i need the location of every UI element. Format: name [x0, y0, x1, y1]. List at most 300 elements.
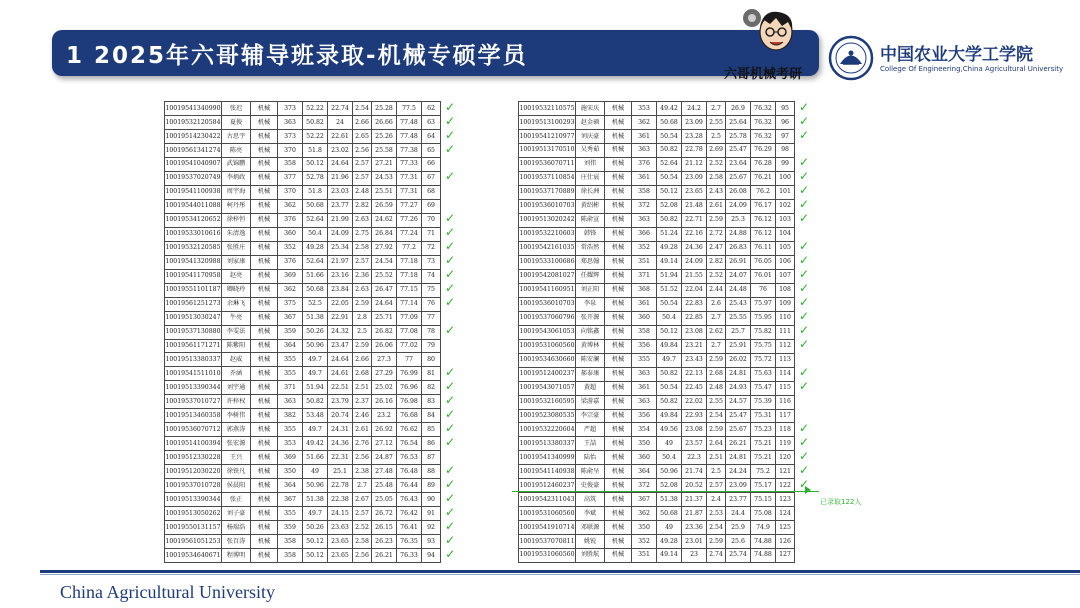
- extra-score-cell: 2.56: [353, 451, 372, 465]
- check-mark-icon: ✓: [444, 366, 456, 379]
- final-score-cell: 77.33: [397, 158, 422, 172]
- retest-score-cell: 22.93: [682, 409, 707, 423]
- score-weighted-cell: 50.68: [657, 116, 682, 130]
- admitted-check-icon: [441, 102, 460, 116]
- student-name-cell: 陈俞呈: [576, 465, 605, 479]
- total-score-cell: 356: [632, 339, 657, 353]
- final-score-cell: 76.68: [397, 409, 422, 423]
- total-score-cell: 364: [278, 339, 303, 353]
- mascot-caption: 六哥机械考研: [724, 67, 803, 82]
- check-mark-icon: ✓: [444, 478, 456, 491]
- total-score-cell: 375: [278, 297, 303, 311]
- score-weighted-cell: 51.38: [303, 311, 328, 325]
- rank-cell: 82: [422, 381, 441, 395]
- total-score-cell: 361: [632, 171, 657, 185]
- extra-score-cell: 2.59: [707, 353, 726, 367]
- major-cell: 机械: [605, 353, 632, 367]
- table-row: [165, 423, 460, 437]
- total-score-cell: 363: [278, 116, 303, 130]
- total-score-cell: 361: [632, 381, 657, 395]
- extra-score-cell: 2.51: [353, 381, 372, 395]
- retest-weighted-cell: 26.91: [726, 255, 751, 269]
- score-weighted-cell: 50.82: [303, 116, 328, 130]
- final-score-cell: 77.31: [397, 185, 422, 199]
- extra-score-cell: 2.5: [707, 465, 726, 479]
- retest-score-cell: 22.3: [682, 451, 707, 465]
- retest-score-cell: 24.09: [328, 227, 353, 241]
- table-row: [519, 409, 814, 423]
- extra-score-cell: 2.7: [707, 311, 726, 325]
- extra-score-cell: 2.66: [353, 353, 372, 367]
- student-name-cell: 程博明: [222, 549, 251, 563]
- cutoff-arrow-icon: [805, 486, 811, 494]
- check-mark-icon: ✓: [444, 492, 456, 505]
- major-cell: 机械: [605, 325, 632, 339]
- admitted-check-icon: [441, 171, 460, 185]
- retest-weighted-cell: 25.9: [726, 521, 751, 535]
- check-mark-icon: ✓: [798, 478, 810, 491]
- extra-score-cell: 2.4: [707, 493, 726, 507]
- student-id-cell: 10019542161035: [519, 241, 576, 255]
- student-id-cell: 10019531060560: [519, 339, 576, 353]
- admitted-check-icon: [441, 353, 460, 367]
- admitted-check-icon: [795, 465, 814, 479]
- admitted-check-icon: [441, 409, 460, 423]
- retest-score-cell: 25.1: [328, 465, 353, 479]
- final-score-cell: 76.29: [751, 144, 776, 158]
- admitted-check-icon: [441, 199, 460, 213]
- check-mark-icon: ✓: [444, 255, 456, 268]
- admitted-check-icon: [441, 158, 460, 172]
- admitted-check-icon: [795, 325, 814, 339]
- retest-score-cell: 23.77: [328, 199, 353, 213]
- student-name-cell: 郝泰康: [576, 367, 605, 381]
- total-score-cell: 361: [632, 297, 657, 311]
- retest-weighted-cell: 24.81: [726, 451, 751, 465]
- score-weighted-cell: 50.54: [657, 171, 682, 185]
- total-score-cell: 372: [632, 479, 657, 493]
- score-weighted-cell: 51.8: [303, 144, 328, 158]
- retest-weighted-cell: 25.02: [372, 381, 397, 395]
- final-score-cell: 76.28: [751, 157, 776, 171]
- table-row: [519, 437, 814, 451]
- final-score-cell: 76.44: [397, 479, 422, 493]
- check-mark-icon: ✓: [444, 464, 456, 477]
- table-row: [519, 311, 814, 325]
- retest-weighted-cell: 26.59: [372, 199, 397, 213]
- retest-score-cell: 23.43: [682, 353, 707, 367]
- major-cell: 机械: [605, 171, 632, 185]
- retest-score-cell: 23: [682, 549, 707, 563]
- score-weighted-cell: 51.94: [657, 269, 682, 283]
- major-cell: 机械: [605, 311, 632, 325]
- total-score-cell: 352: [632, 241, 657, 255]
- rank-cell: 68: [422, 185, 441, 199]
- major-cell: 机械: [251, 158, 278, 172]
- major-cell: 机械: [251, 493, 278, 507]
- major-cell: 机械: [251, 297, 278, 311]
- score-weighted-cell: 52.22: [303, 130, 328, 144]
- rank-cell: 100: [776, 171, 795, 185]
- total-score-cell: 360: [632, 311, 657, 325]
- student-name-cell: 王兴: [222, 451, 251, 465]
- banner-title: 1 2025年六哥辅导班录取-机械专硕学员: [66, 43, 528, 69]
- score-weighted-cell: 50.68: [303, 199, 328, 213]
- extra-score-cell: 2.6: [707, 297, 726, 311]
- final-score-cell: 76.99: [397, 367, 422, 381]
- rank-cell: 80: [422, 353, 441, 367]
- final-score-cell: 77.02: [397, 339, 422, 353]
- major-cell: 机械: [605, 227, 632, 241]
- admitted-check-icon: [441, 367, 460, 381]
- major-cell: 机械: [605, 549, 632, 563]
- retest-weighted-cell: 25.58: [372, 144, 397, 158]
- retest-weighted-cell: 25.74: [726, 549, 751, 563]
- major-cell: 机械: [605, 213, 632, 227]
- student-name-cell: 梁游嘉: [576, 395, 605, 409]
- title-banner: [52, 30, 819, 76]
- extra-score-cell: 2.52: [707, 157, 726, 171]
- retest-score-cell: 21.97: [328, 255, 353, 269]
- major-cell: 机械: [605, 437, 632, 451]
- student-id-cell: 10019542311043: [519, 493, 576, 507]
- student-id-cell: 10019541511010: [165, 367, 222, 381]
- admitted-check-icon: [441, 549, 460, 563]
- extra-score-cell: 2.55: [707, 395, 726, 409]
- retest-weighted-cell: 27.12: [372, 437, 397, 451]
- table-row: [165, 535, 460, 549]
- final-score-cell: 76.43: [397, 493, 422, 507]
- score-weighted-cell: 49.28: [657, 535, 682, 549]
- rank-cell: 119: [776, 437, 795, 451]
- table-row: [519, 130, 814, 144]
- retest-score-cell: 24.15: [328, 507, 353, 521]
- retest-score-cell: 25.34: [328, 241, 353, 255]
- student-id-cell: 10019512400237: [519, 367, 576, 381]
- score-weighted-cell: 50.82: [303, 395, 328, 409]
- retest-weighted-cell: 24.93: [726, 381, 751, 395]
- rank-cell: 123: [776, 493, 795, 507]
- total-score-cell: 366: [632, 227, 657, 241]
- retest-score-cell: 22.13: [682, 367, 707, 381]
- final-score-cell: 75.31: [751, 409, 776, 423]
- final-score-cell: 77: [397, 353, 422, 367]
- extra-score-cell: 2.59: [353, 297, 372, 311]
- table-row: [165, 325, 460, 339]
- admitted-check-icon: [441, 521, 460, 535]
- rank-cell: 127: [776, 549, 795, 563]
- student-id-cell: 10019541160951: [519, 283, 576, 297]
- score-weighted-cell: 52.64: [303, 213, 328, 227]
- total-score-cell: 373: [278, 130, 303, 144]
- student-id-cell: 10019543061053: [519, 325, 576, 339]
- check-mark-icon: ✓: [798, 129, 810, 142]
- rank-cell: 120: [776, 451, 795, 465]
- check-mark-icon: ✓: [444, 115, 456, 128]
- student-id-cell: 10019537170889: [519, 185, 576, 199]
- final-score-cell: 77.08: [397, 325, 422, 339]
- extra-score-cell: 2.65: [353, 130, 372, 144]
- retest-weighted-cell: 25.67: [726, 423, 751, 437]
- score-weighted-cell: 50.26: [303, 521, 328, 535]
- score-weighted-cell: 50.68: [657, 507, 682, 521]
- retest-weighted-cell: 26.06: [372, 339, 397, 353]
- major-cell: 机械: [605, 157, 632, 171]
- rank-cell: 122: [776, 479, 795, 493]
- student-name-cell: 乔涵: [222, 367, 251, 381]
- major-cell: 机械: [605, 367, 632, 381]
- table-row: [519, 213, 814, 227]
- score-weighted-cell: 49.7: [657, 353, 682, 367]
- extra-score-cell: 2.75: [353, 227, 372, 241]
- total-score-cell: 355: [278, 367, 303, 381]
- major-cell: 机械: [605, 409, 632, 423]
- score-weighted-cell: 49.14: [657, 549, 682, 563]
- extra-score-cell: 2.61: [707, 199, 726, 213]
- student-name-cell: 陈紫阳: [222, 339, 251, 353]
- admitted-check-icon: [795, 227, 814, 241]
- student-name-cell: 武锦鹏: [222, 158, 251, 172]
- major-cell: 机械: [251, 451, 278, 465]
- retest-weighted-cell: 26.84: [372, 227, 397, 241]
- rank-cell: 72: [422, 241, 441, 255]
- extra-score-cell: 2.74: [707, 549, 726, 563]
- university-logo-icon: [828, 35, 874, 81]
- score-weighted-cell: 50.12: [657, 325, 682, 339]
- student-id-cell: 10019513380337: [165, 353, 222, 367]
- student-id-cell: 10019541210977: [519, 130, 576, 144]
- table-row: [519, 451, 814, 465]
- score-weighted-cell: 49.42: [303, 437, 328, 451]
- total-score-cell: 363: [632, 395, 657, 409]
- major-cell: 机械: [605, 269, 632, 283]
- rank-cell: 101: [776, 185, 795, 199]
- rank-cell: 70: [422, 213, 441, 227]
- retest-score-cell: 22.45: [682, 381, 707, 395]
- retest-score-cell: 20.52: [682, 479, 707, 493]
- rank-cell: 64: [422, 130, 441, 144]
- final-score-cell: 75.72: [751, 353, 776, 367]
- score-weighted-cell: 50.68: [303, 283, 328, 297]
- retest-score-cell: 21.55: [682, 269, 707, 283]
- score-weighted-cell: 50.54: [657, 130, 682, 144]
- student-id-cell: 10019537010727: [165, 395, 222, 409]
- check-mark-icon: ✓: [798, 436, 810, 449]
- student-name-cell: 吴秀茹: [576, 144, 605, 158]
- check-mark-icon: ✓: [798, 339, 810, 352]
- retest-score-cell: 24.36: [328, 437, 353, 451]
- student-id-cell: 10019533010616: [165, 227, 222, 241]
- retest-weighted-cell: 25.55: [726, 311, 751, 325]
- final-score-cell: 76.12: [751, 213, 776, 227]
- extra-score-cell: 2.57: [707, 479, 726, 493]
- admitted-check-icon: [795, 255, 814, 269]
- score-weighted-cell: 52.08: [657, 479, 682, 493]
- final-score-cell: 75.95: [751, 311, 776, 325]
- retest-score-cell: 21.48: [682, 199, 707, 213]
- table-row: [165, 102, 460, 116]
- student-name-cell: 严超: [576, 423, 605, 437]
- student-id-cell: 10019513020242: [519, 213, 576, 227]
- major-cell: 机械: [605, 144, 632, 158]
- retest-score-cell: 24.36: [682, 241, 707, 255]
- score-weighted-cell: 51.66: [303, 269, 328, 283]
- major-cell: 机械: [605, 521, 632, 535]
- student-id-cell: 10019561171271: [165, 339, 222, 353]
- check-mark-icon: ✓: [798, 115, 810, 128]
- student-name-cell: 陈安澜: [576, 353, 605, 367]
- total-score-cell: 362: [278, 199, 303, 213]
- student-name-cell: 施宋庆: [576, 102, 605, 116]
- student-id-cell: 10019512460237: [519, 479, 576, 493]
- extra-score-cell: 2.48: [707, 381, 726, 395]
- check-mark-icon: ✓: [444, 171, 456, 184]
- admitted-check-icon: [441, 535, 460, 549]
- student-id-cell: 10019536070711: [519, 157, 576, 171]
- score-weighted-cell: 49: [657, 437, 682, 451]
- check-mark-icon: ✓: [798, 381, 810, 394]
- table-row: [519, 395, 814, 409]
- rank-cell: 75: [422, 283, 441, 297]
- total-score-cell: 350: [278, 465, 303, 479]
- check-mark-icon: ✓: [798, 422, 810, 435]
- rank-cell: 115: [776, 381, 795, 395]
- table-row: [165, 353, 460, 367]
- admitted-check-icon: [441, 339, 460, 353]
- student-id-cell: 10019544011088: [165, 199, 222, 213]
- major-cell: 机械: [251, 116, 278, 130]
- final-score-cell: 76.62: [397, 423, 422, 437]
- extra-score-cell: 2.68: [353, 367, 372, 381]
- student-id-cell: 10019523080535: [519, 409, 576, 423]
- table-row: [165, 549, 460, 563]
- retest-score-cell: 24.64: [328, 353, 353, 367]
- retest-weighted-cell: 25.6: [726, 535, 751, 549]
- total-score-cell: 359: [278, 325, 303, 339]
- score-weighted-cell: 52.64: [657, 157, 682, 171]
- student-name-cell: 刘正阳: [576, 283, 605, 297]
- retest-weighted-cell: 25.67: [726, 171, 751, 185]
- total-score-cell: 355: [278, 507, 303, 521]
- student-id-cell: 10019532110575: [519, 102, 576, 116]
- extra-score-cell: 2.59: [707, 213, 726, 227]
- score-weighted-cell: 49.28: [657, 241, 682, 255]
- admitted-check-icon: [441, 185, 460, 199]
- total-score-cell: 355: [278, 423, 303, 437]
- extra-score-cell: 2.5: [707, 130, 726, 144]
- score-weighted-cell: 49: [657, 521, 682, 535]
- check-mark-icon: ✓: [798, 213, 810, 226]
- retest-weighted-cell: 24.87: [372, 451, 397, 465]
- final-score-cell: 77.14: [397, 297, 422, 311]
- final-score-cell: 76.35: [397, 535, 422, 549]
- table-row: [519, 144, 814, 158]
- table-row: [519, 269, 814, 283]
- rank-cell: 79: [422, 339, 441, 353]
- rank-cell: 77: [422, 311, 441, 325]
- retest-score-cell: 24.64: [328, 158, 353, 172]
- student-id-cell: 10019534640671: [165, 549, 222, 563]
- table-row: [519, 297, 814, 311]
- retest-score-cell: 24: [328, 116, 353, 130]
- extra-score-cell: 2.57: [353, 507, 372, 521]
- table-row: [165, 185, 460, 199]
- retest-weighted-cell: 26.66: [372, 116, 397, 130]
- extra-score-cell: 2.43: [707, 185, 726, 199]
- student-id-cell: 10019513380337: [519, 437, 576, 451]
- rank-cell: 107: [776, 269, 795, 283]
- retest-weighted-cell: 25.3: [726, 213, 751, 227]
- student-name-cell: 黄超: [576, 381, 605, 395]
- retest-weighted-cell: 24.54: [372, 255, 397, 269]
- check-mark-icon: ✓: [798, 311, 810, 324]
- table-row: [165, 381, 460, 395]
- retest-score-cell: 23.08: [682, 325, 707, 339]
- major-cell: 机械: [251, 213, 278, 227]
- final-score-cell: 75.63: [751, 367, 776, 381]
- total-score-cell: 356: [632, 409, 657, 423]
- table-row: [165, 451, 460, 465]
- student-name-cell: 刘伟: [576, 157, 605, 171]
- extra-score-cell: 2.54: [353, 102, 372, 116]
- admitted-check-icon: [795, 395, 814, 409]
- retest-weighted-cell: 27.21: [372, 158, 397, 172]
- table-row: [519, 157, 814, 171]
- major-cell: 机械: [251, 227, 278, 241]
- extra-score-cell: 2.53: [707, 507, 726, 521]
- retest-weighted-cell: 26.23: [372, 535, 397, 549]
- table-row: [519, 171, 814, 185]
- retest-score-cell: 23.09: [682, 171, 707, 185]
- extra-score-cell: 2.7: [353, 479, 372, 493]
- student-id-cell: 10019543071057: [519, 381, 576, 395]
- total-score-cell: 373: [278, 102, 303, 116]
- table-row: [519, 367, 814, 381]
- student-name-cell: 李树伟: [222, 409, 251, 423]
- score-weighted-cell: 50.96: [303, 479, 328, 493]
- check-mark-icon: ✓: [798, 269, 810, 282]
- admitted-check-icon: [795, 297, 814, 311]
- extra-score-cell: 2.54: [707, 521, 726, 535]
- major-cell: 机械: [605, 339, 632, 353]
- retest-weighted-cell: 26.21: [726, 437, 751, 451]
- student-name-cell: 刘家康: [222, 255, 251, 269]
- admitted-check-icon: [795, 521, 814, 535]
- final-score-cell: 75.21: [751, 437, 776, 451]
- admitted-check-icon: [441, 423, 460, 437]
- student-id-cell: 10019513460358: [165, 409, 222, 423]
- major-cell: 机械: [251, 130, 278, 144]
- extra-score-cell: 2.52: [707, 269, 726, 283]
- check-mark-icon: ✓: [444, 380, 456, 393]
- retest-score-cell: 24.61: [328, 367, 353, 381]
- total-score-cell: 369: [278, 451, 303, 465]
- table-row: [519, 199, 814, 213]
- student-id-cell: 10019534630660: [519, 353, 576, 367]
- rank-cell: 108: [776, 283, 795, 297]
- admitted-check-icon: [441, 465, 460, 479]
- retest-weighted-cell: 26.82: [372, 325, 397, 339]
- final-score-cell: 75.23: [751, 423, 776, 437]
- extra-score-cell: 2.58: [353, 241, 372, 255]
- extra-score-cell: 2.82: [353, 199, 372, 213]
- student-id-cell: 10019534120652: [165, 213, 222, 227]
- rank-cell: 76: [422, 297, 441, 311]
- total-score-cell: 376: [632, 157, 657, 171]
- student-name-cell: 陆怡: [576, 451, 605, 465]
- final-score-cell: 77.15: [397, 283, 422, 297]
- check-mark-icon: ✓: [798, 297, 810, 310]
